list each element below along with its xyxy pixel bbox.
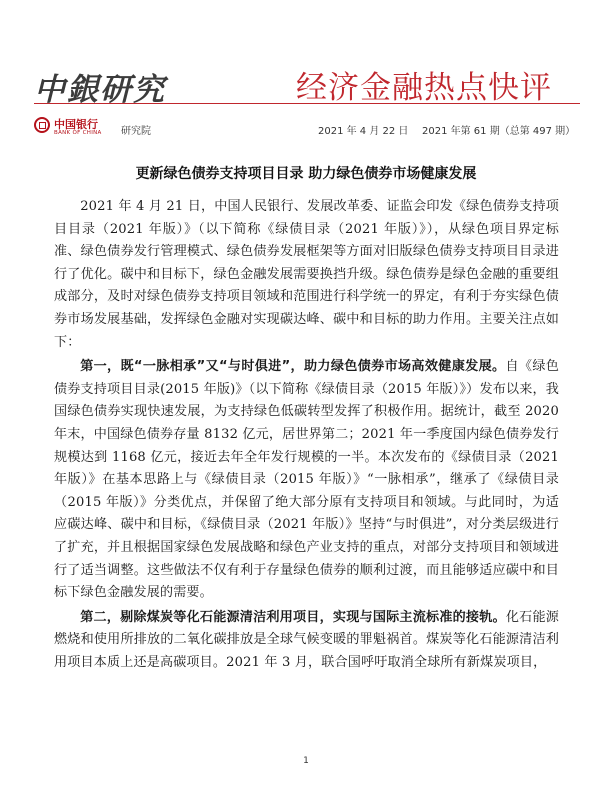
column-title: 经济金融热点快评 <box>296 70 552 106</box>
publish-date: 2021 年 4 月 22 日 <box>318 126 409 137</box>
document-title: 更新绿色债券支持项目目录 助力绿色债券市场健康发展 <box>135 166 477 182</box>
page-number: 1 <box>303 756 309 766</box>
header-divider <box>34 103 580 104</box>
document-body <box>54 196 559 674</box>
logo-en-text: BANK OF CHINA <box>54 130 102 136</box>
paragraph-text: 自《绿色债券支持项目目录(2015 年版)》（以下简称《绿债目录（2015 年版）》）发布以来，我国绿色债券实现快速发展，为支持绿色低碳转型发挥了积极作用。据统计，截至 2020 年末，中国绿色债券存量 8132 亿元，居世界第二；2021 年一季度国内绿色债券发行规模达到 1168 亿元，接近去年全年发行规模的一半。本次发布的《绿债目录（2021 年版）》在基本思路上与《绿债目录（2015 年版）》“一脉相承”，继承了《绿债目录（2015 年版）》分类优点，并保留了绝大部分原有支持项目和领域。与此同时，为适应碳达峰、碳中和目标，《绿债目录（2021 年版）》坚持“与时俱进”，对分类层级进行了扩充，并且根据国家绿色发展战略和绿色产业支持的重点，对部分支持项目和领域进行了适当调整。这些做法不仅有利于存量绿色债券的顺利过渡，而且能够适应碳中和目标下绿色金融发展的需要。 <box>54 359 559 601</box>
paragraph <box>54 356 559 605</box>
bank-of-china-emblem-icon <box>34 117 50 133</box>
logo-cn-text: 中国银行 <box>54 118 98 131</box>
paragraph-text: 2021 年 4 月 21 日，中国人民银行、发展改革委、证监会印发《绿色债券支持项目目录（2021 年版）》（以下简称《绿债目录（2021 年版）》），从绿色项目界定标准、绿色债券发行管理模式、绿色债券发展框架等方面对旧版绿色债券支持项目目录进行了优化。碳中和目标下，绿色金融发展需要换挡升级。绿色债券是绿色金融的重要组成部分，及时对绿色债券支持项目领域和范围进行科学统一的界定，有利于夯实绿色债券市场发展基础，发挥绿色金融对实现碳达峰、碳中和目标的助力作用。主要关注点如下： <box>54 199 559 350</box>
bank-of-china-logo <box>34 116 114 142</box>
brand-logo-text: 中銀研究 <box>34 72 166 108</box>
paragraph-lead: 第一，既“一脉相承”又“与时俱进”，助力绿色债券市场高效健康发展。 <box>80 359 506 375</box>
paragraph <box>54 196 559 354</box>
paragraph-text: 化石能源燃烧和使用所排放的二氧化碳排放是全球气候变暖的罪魁祸首。煤炭等化石能源清洁利用项目本质上还是高碳项目。2021 年 3 月，联合国呼吁取消全球所有新煤炭项目， <box>54 609 559 670</box>
department-label: 研究院 <box>121 126 151 137</box>
paragraph-lead: 第二，剔除煤炭等化石能源清洁利用项目，实现与国际主流标准的接轨。 <box>80 609 506 625</box>
issue-number: 2021 年第 61 期（总第 497 期） <box>422 126 576 137</box>
paragraph <box>54 607 559 675</box>
